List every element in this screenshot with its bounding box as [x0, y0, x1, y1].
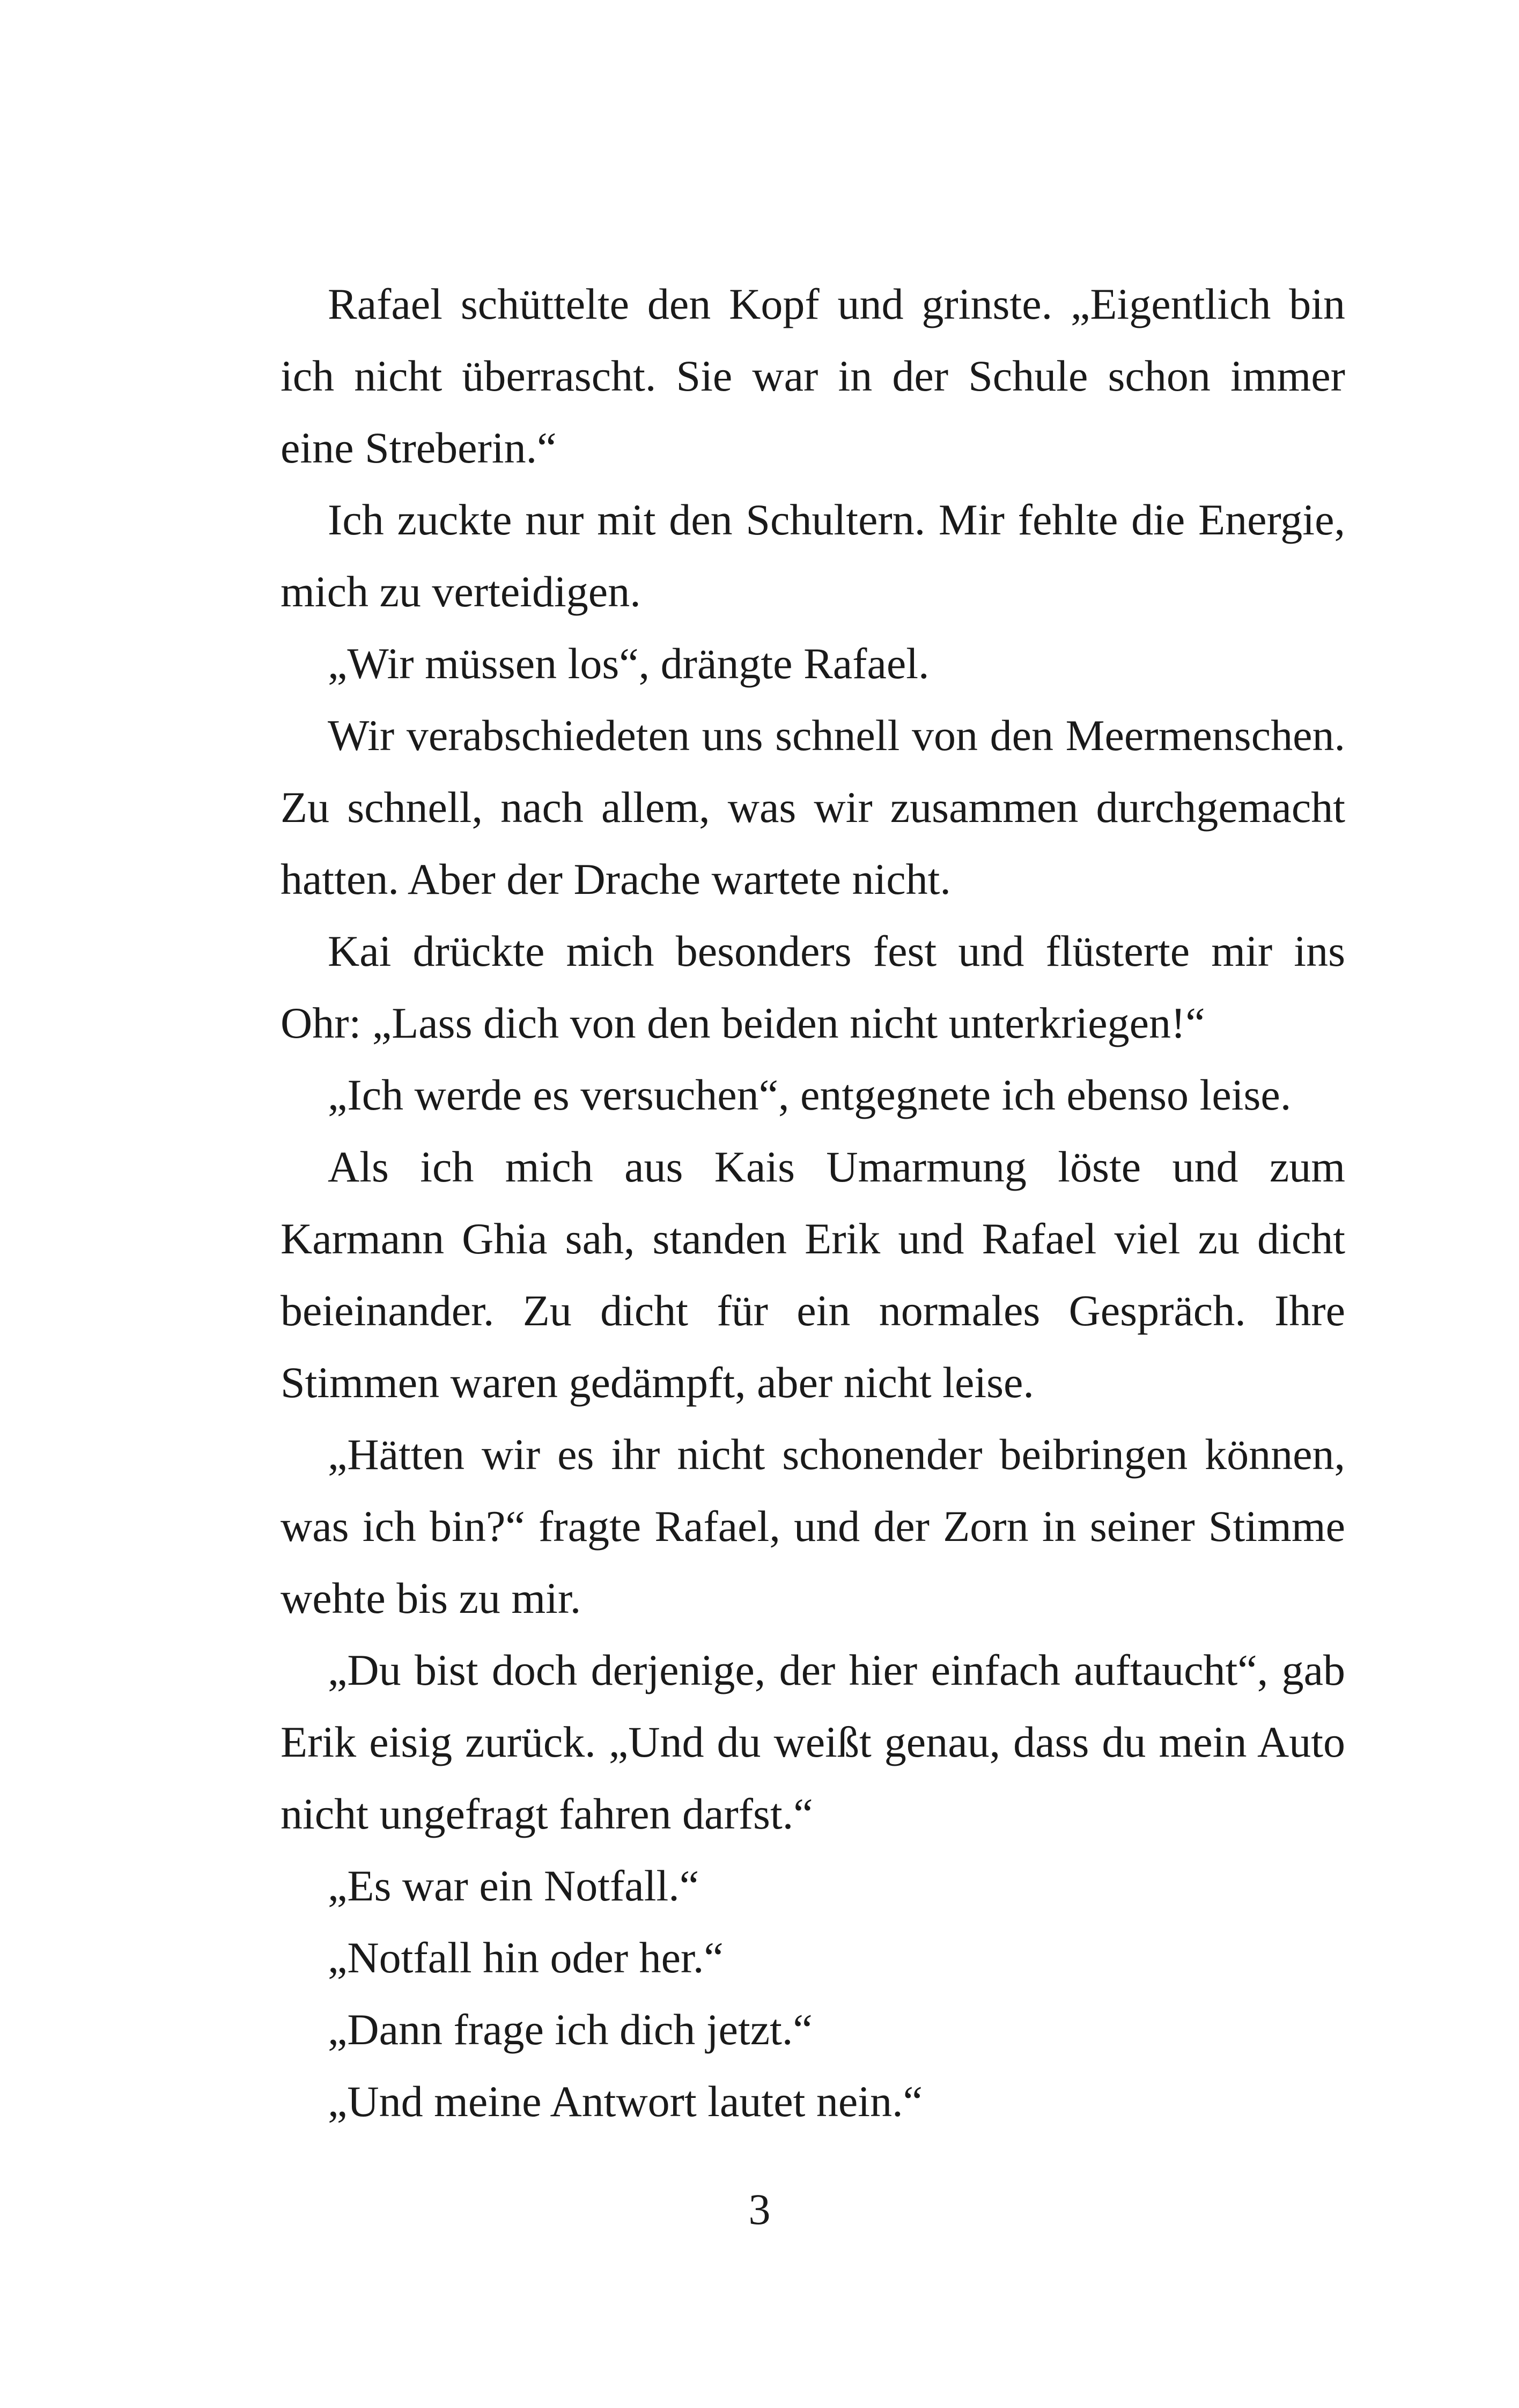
paragraph: Wir verabschiedeten uns schnell von den Meermenschen. Zu schnell, nach allem, was wir zusammen durchgemacht hatten. Aber der Drache wartete nicht.: [281, 711, 1345, 904]
page-number: 3: [748, 2185, 771, 2234]
paragraph: „Notfall hin oder her.“: [328, 1933, 724, 1982]
paragraph: Rafael schüttelte den Kopf und grinste. „Eigentlich bin ich nicht überrascht. Sie war in der Schule schon immer eine Streberin.“: [281, 280, 1345, 472]
paragraph: Als ich mich aus Kais Umarmung löste und zum Karmann Ghia sah, standen Erik und Rafael viel zu dicht beieinander. Zu dicht für ein normales Gespräch. Ihre Stimmen waren gedämpft, aber nicht leise.: [281, 1142, 1345, 1407]
paragraph: Ich zuckte nur mit den Schultern. Mir fehlte die Energie, mich zu verteidigen.: [281, 495, 1345, 616]
paragraph: „Es war ein Notfall.“: [328, 1861, 699, 1910]
body-text: [281, 268, 1345, 2138]
paragraph: „Und meine Antwort lautet nein.“: [328, 2077, 923, 2126]
paragraph: „Wir müssen los“, drängte Rafael.: [328, 639, 930, 688]
paragraph: „Dann frage ich dich jetzt.“: [328, 2005, 813, 2054]
paragraph: „Ich werde es versuchen“, entgegnete ich ebenso leise.: [328, 1070, 1292, 1119]
paragraph: „Du bist doch derjenige, der hier einfach auftaucht“, gab Erik eisig zurück. „Und du weißt genau, dass du mein Auto nicht ungefragt fahren darfst.“: [281, 1646, 1345, 1838]
paragraph: „Hätten wir es ihr nicht schonender beibringen können, was ich bin?“ fragte Rafael, und der Zorn in seiner Stimme wehte bis zu mir.: [281, 1430, 1345, 1623]
paragraph: Kai drückte mich besonders fest und flüsterte mir ins Ohr: „Lass dich von den beiden nicht unterkriegen!“: [281, 927, 1345, 1047]
